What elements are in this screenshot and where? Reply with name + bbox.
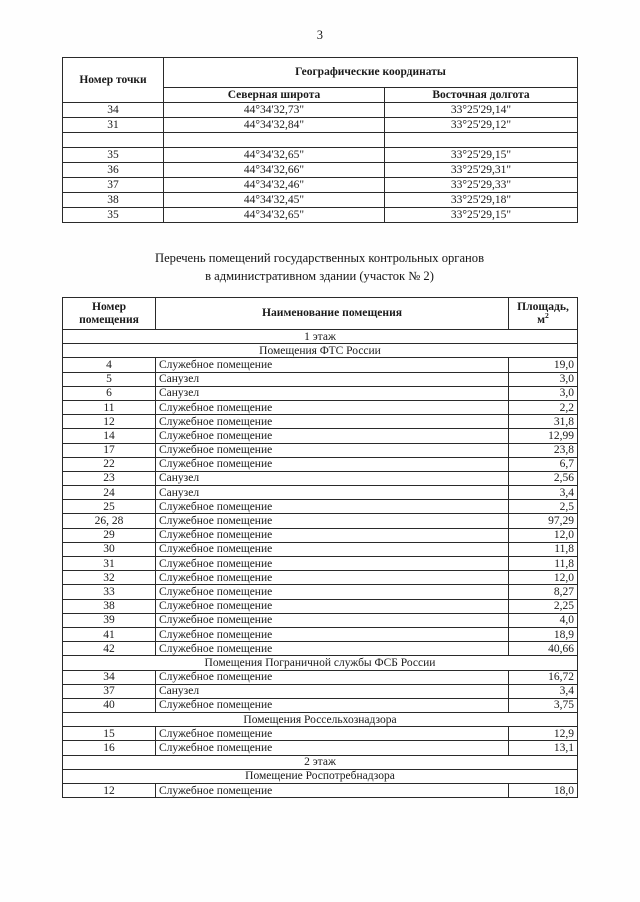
cell-area: 2,25 <box>509 599 578 613</box>
column-header-area-label: Площадь, м <box>517 300 569 326</box>
cell-room-name: Служебное помещение <box>156 784 509 798</box>
section-row-label: Помещения Россельхознадзора <box>63 713 578 727</box>
cell-room-number: 40 <box>63 698 156 712</box>
cell-room-number: 4 <box>63 358 156 372</box>
cell-room-number: 30 <box>63 542 156 556</box>
table-row <box>63 727 578 741</box>
cell-area: 18,0 <box>509 784 578 798</box>
cell-room-number: 41 <box>63 627 156 641</box>
table-row <box>63 571 578 585</box>
cell-area: 23,8 <box>509 443 578 457</box>
cell-room-name: Служебное помещение <box>156 642 509 656</box>
cell-room-number: 12 <box>63 415 156 429</box>
table-row <box>63 133 578 148</box>
cell-room-number: 38 <box>63 599 156 613</box>
cell-room-number: 26, 28 <box>63 514 156 528</box>
cell-area: 2,5 <box>509 500 578 514</box>
cell-area: 40,66 <box>509 642 578 656</box>
cell-room-name: Служебное помещение <box>156 627 509 641</box>
cell-room-name: Служебное помещение <box>156 514 509 528</box>
cell-room-number: 24 <box>63 486 156 500</box>
table-row <box>63 372 578 386</box>
cell-area: 2,2 <box>509 400 578 414</box>
cell-room-name: Служебное помещение <box>156 358 509 372</box>
cell-room-number: 29 <box>63 528 156 542</box>
cell-room-name: Служебное помещение <box>156 528 509 542</box>
table-row <box>63 118 578 133</box>
column-header-area-superscript: 2 <box>545 310 549 320</box>
cell-east-longitude: 33°25'29,31" <box>385 163 578 178</box>
cell-room-name: Служебное помещение <box>156 727 509 741</box>
cell-area: 2,56 <box>509 471 578 485</box>
cell-room-number: 5 <box>63 372 156 386</box>
table-row <box>63 599 578 613</box>
cell-room-name: Служебное помещение <box>156 457 509 471</box>
cell-room-name: Служебное помещение <box>156 599 509 613</box>
cell-north-latitude: 44°34'32,45" <box>164 193 385 208</box>
cell-room-number: 34 <box>63 670 156 684</box>
section-row-label: 2 этаж <box>63 755 578 769</box>
table-row <box>63 208 578 223</box>
cell-room-name: Служебное помещение <box>156 429 509 443</box>
cell-room-name: Санузел <box>156 486 509 500</box>
table-row <box>63 471 578 485</box>
coordinates-table <box>62 57 578 223</box>
table-row <box>63 670 578 684</box>
table-row <box>63 656 578 670</box>
table-row <box>63 514 578 528</box>
cell-area: 6,7 <box>509 457 578 471</box>
table-row <box>63 58 578 88</box>
cell-point-number: 34 <box>63 103 164 118</box>
column-header-room-number-line-2: помещения <box>79 312 139 326</box>
table-row <box>63 486 578 500</box>
cell-east-longitude: 33°25'29,15" <box>385 208 578 223</box>
cell-area: 12,99 <box>509 429 578 443</box>
table-row <box>63 103 578 118</box>
cell-room-number: 32 <box>63 571 156 585</box>
cell-room-number: 25 <box>63 500 156 514</box>
cell-point-number: 36 <box>63 163 164 178</box>
premises-table <box>62 297 578 798</box>
cell-east-longitude: 33°25'29,18" <box>385 193 578 208</box>
cell-area: 16,72 <box>509 670 578 684</box>
table-row <box>63 148 578 163</box>
coordinates-table-body <box>63 103 578 223</box>
cell-room-number: 39 <box>63 613 156 627</box>
cell-room-number: 15 <box>63 727 156 741</box>
cell-north-latitude: 44°34'32,66" <box>164 163 385 178</box>
table-row <box>63 400 578 414</box>
table-row <box>63 429 578 443</box>
cell-area: 12,0 <box>509 571 578 585</box>
cell-room-name: Санузел <box>156 386 509 400</box>
column-header-room-name: Наименование помещения <box>156 298 509 330</box>
cell-room-number: 6 <box>63 386 156 400</box>
cell-room-number: 23 <box>63 471 156 485</box>
cell-point-number: 35 <box>63 148 164 163</box>
table-row <box>63 298 578 330</box>
column-header-room-number <box>63 298 156 330</box>
cell-area: 11,8 <box>509 542 578 556</box>
cell-room-name: Служебное помещение <box>156 670 509 684</box>
cell-point-number <box>63 133 164 148</box>
table-row <box>63 684 578 698</box>
cell-room-number: 31 <box>63 557 156 571</box>
table-row <box>63 193 578 208</box>
table-row <box>63 713 578 727</box>
table-row <box>63 557 578 571</box>
cell-area: 12,0 <box>509 528 578 542</box>
cell-room-name: Служебное помещение <box>156 698 509 712</box>
column-header-point-number: Номер точки <box>63 58 164 103</box>
cell-area: 31,8 <box>509 415 578 429</box>
table-row <box>63 613 578 627</box>
section-heading-line-1: Перечень помещений государственных контрольных органов <box>154 251 485 265</box>
cell-room-number: 22 <box>63 457 156 471</box>
cell-area: 13,1 <box>509 741 578 755</box>
cell-room-name: Служебное помещение <box>156 741 509 755</box>
cell-room-name: Служебное помещение <box>156 443 509 457</box>
cell-east-longitude <box>385 133 578 148</box>
cell-room-name: Служебное помещение <box>156 571 509 585</box>
column-header-east-longitude: Восточная долгота <box>385 88 578 103</box>
cell-room-name: Санузел <box>156 684 509 698</box>
cell-north-latitude: 44°34'32,46" <box>164 178 385 193</box>
cell-room-name: Служебное помещение <box>156 500 509 514</box>
cell-room-number: 33 <box>63 585 156 599</box>
cell-room-number: 16 <box>63 741 156 755</box>
cell-north-latitude: 44°34'32,65" <box>164 148 385 163</box>
cell-room-name: Служебное помещение <box>156 613 509 627</box>
table-row <box>63 755 578 769</box>
premises-table-header <box>63 298 578 330</box>
cell-area: 11,8 <box>509 557 578 571</box>
table-row <box>63 542 578 556</box>
cell-north-latitude: 44°34'32,84" <box>164 118 385 133</box>
table-row <box>63 500 578 514</box>
cell-area: 18,9 <box>509 627 578 641</box>
cell-east-longitude: 33°25'29,14" <box>385 103 578 118</box>
cell-area: 3,4 <box>509 486 578 500</box>
cell-area: 3,75 <box>509 698 578 712</box>
cell-room-name: Санузел <box>156 471 509 485</box>
cell-room-number: 14 <box>63 429 156 443</box>
table-row <box>63 386 578 400</box>
column-header-geo-coordinates: Географические координаты <box>164 58 578 88</box>
cell-room-number: 42 <box>63 642 156 656</box>
table-row <box>63 163 578 178</box>
coordinates-table-header <box>63 58 578 103</box>
cell-area: 3,0 <box>509 372 578 386</box>
section-row-label: Помещения Пограничной службы ФСБ России <box>63 656 578 670</box>
table-row <box>63 528 578 542</box>
cell-point-number: 38 <box>63 193 164 208</box>
table-row <box>63 698 578 712</box>
section-heading-line-2: в административном здании (участок № 2) <box>205 268 434 283</box>
cell-room-name: Служебное помещение <box>156 542 509 556</box>
table-row <box>63 457 578 471</box>
cell-area: 97,29 <box>509 514 578 528</box>
cell-room-number: 12 <box>63 784 156 798</box>
column-header-room-number-line-1: Номер <box>91 300 127 314</box>
cell-east-longitude: 33°25'29,15" <box>385 148 578 163</box>
table-row <box>63 443 578 457</box>
column-header-north-latitude: Северная широта <box>164 88 385 103</box>
table-row <box>63 344 578 358</box>
cell-point-number: 37 <box>63 178 164 193</box>
premises-table-body <box>63 330 578 798</box>
cell-area: 12,9 <box>509 727 578 741</box>
table-row <box>63 415 578 429</box>
cell-area: 4,0 <box>509 613 578 627</box>
cell-room-number: 37 <box>63 684 156 698</box>
table-row <box>63 585 578 599</box>
cell-north-latitude: 44°34'32,73" <box>164 103 385 118</box>
cell-room-name: Санузел <box>156 372 509 386</box>
cell-east-longitude: 33°25'29,12" <box>385 118 578 133</box>
cell-room-name: Служебное помещение <box>156 400 509 414</box>
cell-point-number: 31 <box>63 118 164 133</box>
table-row <box>63 784 578 798</box>
section-heading <box>62 250 577 286</box>
cell-north-latitude: 44°34'32,65" <box>164 208 385 223</box>
section-row-label: 1 этаж <box>63 330 578 344</box>
table-row <box>63 330 578 344</box>
table-row <box>63 627 578 641</box>
table-row <box>63 769 578 783</box>
cell-room-number: 17 <box>63 443 156 457</box>
table-row <box>63 642 578 656</box>
cell-north-latitude <box>164 133 385 148</box>
section-row-label: Помещение Роспотребнадзора <box>63 769 578 783</box>
cell-area: 3,4 <box>509 684 578 698</box>
table-row <box>63 358 578 372</box>
cell-area: 3,0 <box>509 386 578 400</box>
cell-room-name: Служебное помещение <box>156 557 509 571</box>
cell-room-name: Служебное помещение <box>156 585 509 599</box>
page-number: 3 <box>316 28 324 42</box>
cell-east-longitude: 33°25'29,33" <box>385 178 578 193</box>
cell-room-name: Служебное помещение <box>156 415 509 429</box>
cell-area: 19,0 <box>509 358 578 372</box>
table-row <box>63 741 578 755</box>
section-row-label: Помещения ФТС России <box>63 344 578 358</box>
cell-area: 8,27 <box>509 585 578 599</box>
table-row <box>63 178 578 193</box>
column-header-area <box>509 298 578 330</box>
cell-point-number: 35 <box>63 208 164 223</box>
cell-room-number: 11 <box>63 400 156 414</box>
